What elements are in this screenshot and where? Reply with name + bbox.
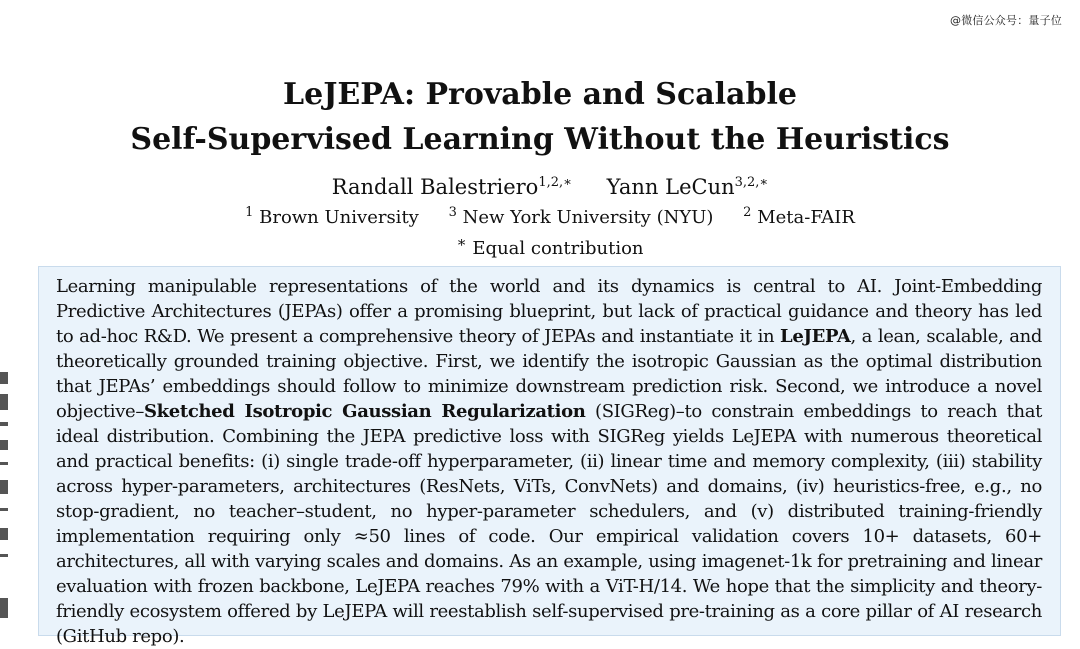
abstract-bold-sigreg: Sketched Isotropic Gaussian Regularization [144,401,586,422]
stamp-glyph [0,462,8,465]
abstract-text-2: , a lean, scalable, and theoretically grounded training objective. First, we identify the isotropic Gaussian as the optimal distribution that JEPAs’ embeddings should follow to minimize downstream prediction risk. Second, we introduce a novel objective– [56,326,1042,422]
author-list [0,172,1080,202]
author-name: Randall Balestriero [331,175,539,199]
stamp-glyph [0,554,8,557]
author-marks: 3,2,∗ [734,175,769,190]
abstract-text-1: Learning manipulable representations of the world and its dynamics is central to AI. Joint-Embedding Predictive Architectures (JEPAs) offer a promising blueprint, but lack of practical guidance and theory has led to ad-hoc R&D. We present a comprehensive theory of JEPAs and instantiate it in [56,276,1042,347]
affiliation-1 [245,205,419,230]
title-line-2: Self-Supervised Learning Without the Heuristics [130,122,950,157]
author-2 [607,172,769,202]
stamp-glyph [0,508,8,511]
author-name: Yann LeCun [606,175,735,199]
stamp-glyph [0,528,8,540]
stamp-glyph [0,440,8,450]
title-line-1: LeJEPA: Provable and Scalable [283,77,797,112]
stamp-glyph [0,372,8,384]
affiliation-mark: 1 [245,205,254,220]
watermark: @微信公众号：量子位 [950,14,1062,27]
affiliation-2 [449,205,714,230]
affiliation-name: Brown University [259,207,419,228]
stamp-glyph [0,422,8,426]
abstract-bold-lejepa: LeJEPA [780,326,851,347]
equal-contribution-text: Equal contribution [472,238,644,259]
affiliation-list [0,205,1080,230]
stamp-glyph [0,394,8,410]
abstract [56,274,1042,649]
affiliation-mark: 3 [448,205,457,220]
stamp-glyph [0,480,8,494]
paper-title [0,72,1080,162]
author-1 [332,172,572,202]
author-marks: 1,2,∗ [538,175,572,190]
abstract-text-3: (SIGReg)–to constrain embeddings to reach that ideal distribution. Combining the JEPA predictive loss with SIGReg yields LeJEPA with numerous theoretical and practical benefits: (i) single trade-off hyperparameter, (ii) linear time and memory complexity, (iii) stability across hyper-parameters, architectures (ResNets, ViTs, ConvNets) and domains, (iv) heuristics-free, e.g., no stop-gradient, no teacher–student, no hyper-parameter schedulers, and (v) distributed training-friendly implementation requiring only ≈50 lines of code. Our empirical validation covers 10+ datasets, 60+ architectures, all with varying scales and domains. As an example, using imagenet-1k for pretraining and linear evaluation with frozen backbone, LeJEPA reaches 79% with a ViT-H/14. We hope that the simplicity and theory-friendly ecosystem offered by LeJEPA will reestablish self-supervised pre-training as a core pillar of AI research (GitHub repo). [56,401,1042,647]
affiliation-name: New York University (NYU) [462,207,714,228]
affiliation-name: Meta-FAIR [757,207,855,228]
affiliation-3 [743,205,855,230]
equal-contribution-mark: ∗ [456,233,467,251]
arxiv-side-stamp [0,362,12,624]
equal-contribution-note [0,230,1080,261]
affiliation-mark: 2 [743,205,752,220]
stamp-glyph [0,598,8,618]
